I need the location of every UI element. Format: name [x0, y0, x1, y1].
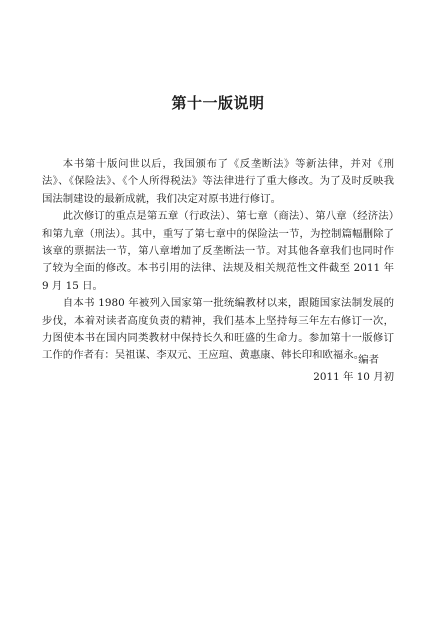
paragraph-2: 此次修订的重点是第五章（行政法）、第七章（商法）、第八章（经济法）和第九章（刑法）。其中，重写了第七章中的保险法一节，为控制篇幅删除了该章的票据法一节，第八章增加了反垄断法一节。对其他各章我们也同时作了较为全面的修改。本书引用的法律、法规及相关规范性文件截至 2011 年 9 月 15 日。 [42, 210, 394, 292]
paragraph-3: 自本书 1980 年被列入国家第一批统编教材以来，跟随国家法制发展的步伐，本着对读者高度负责的精神，我们基本上坚持每三年左右修订一次，力图使本书在国内同类教材中保持长久和旺盛的生命力。参加第十一版修订工作的作者有：吴祖谋、李双元、王应瑄、黄惠康、韩长印和欧福永。 [42, 297, 394, 362]
signature-author: 编者 [358, 354, 379, 366]
preface-body [42, 156, 394, 365]
paragraph-1: 本书第十版问世以后，我国颁布了《反垄断法》等新法律，并对《刑法》、《保险法》、《个人所得税法》等法律进行了重大修改。为了及时反映我国法制建设的最新成就，我们决定对原书进行修订。 [42, 158, 394, 205]
signature-date: 2011 年 10 月初 [313, 371, 394, 383]
page-title: 第十一版说明 [171, 94, 265, 112]
